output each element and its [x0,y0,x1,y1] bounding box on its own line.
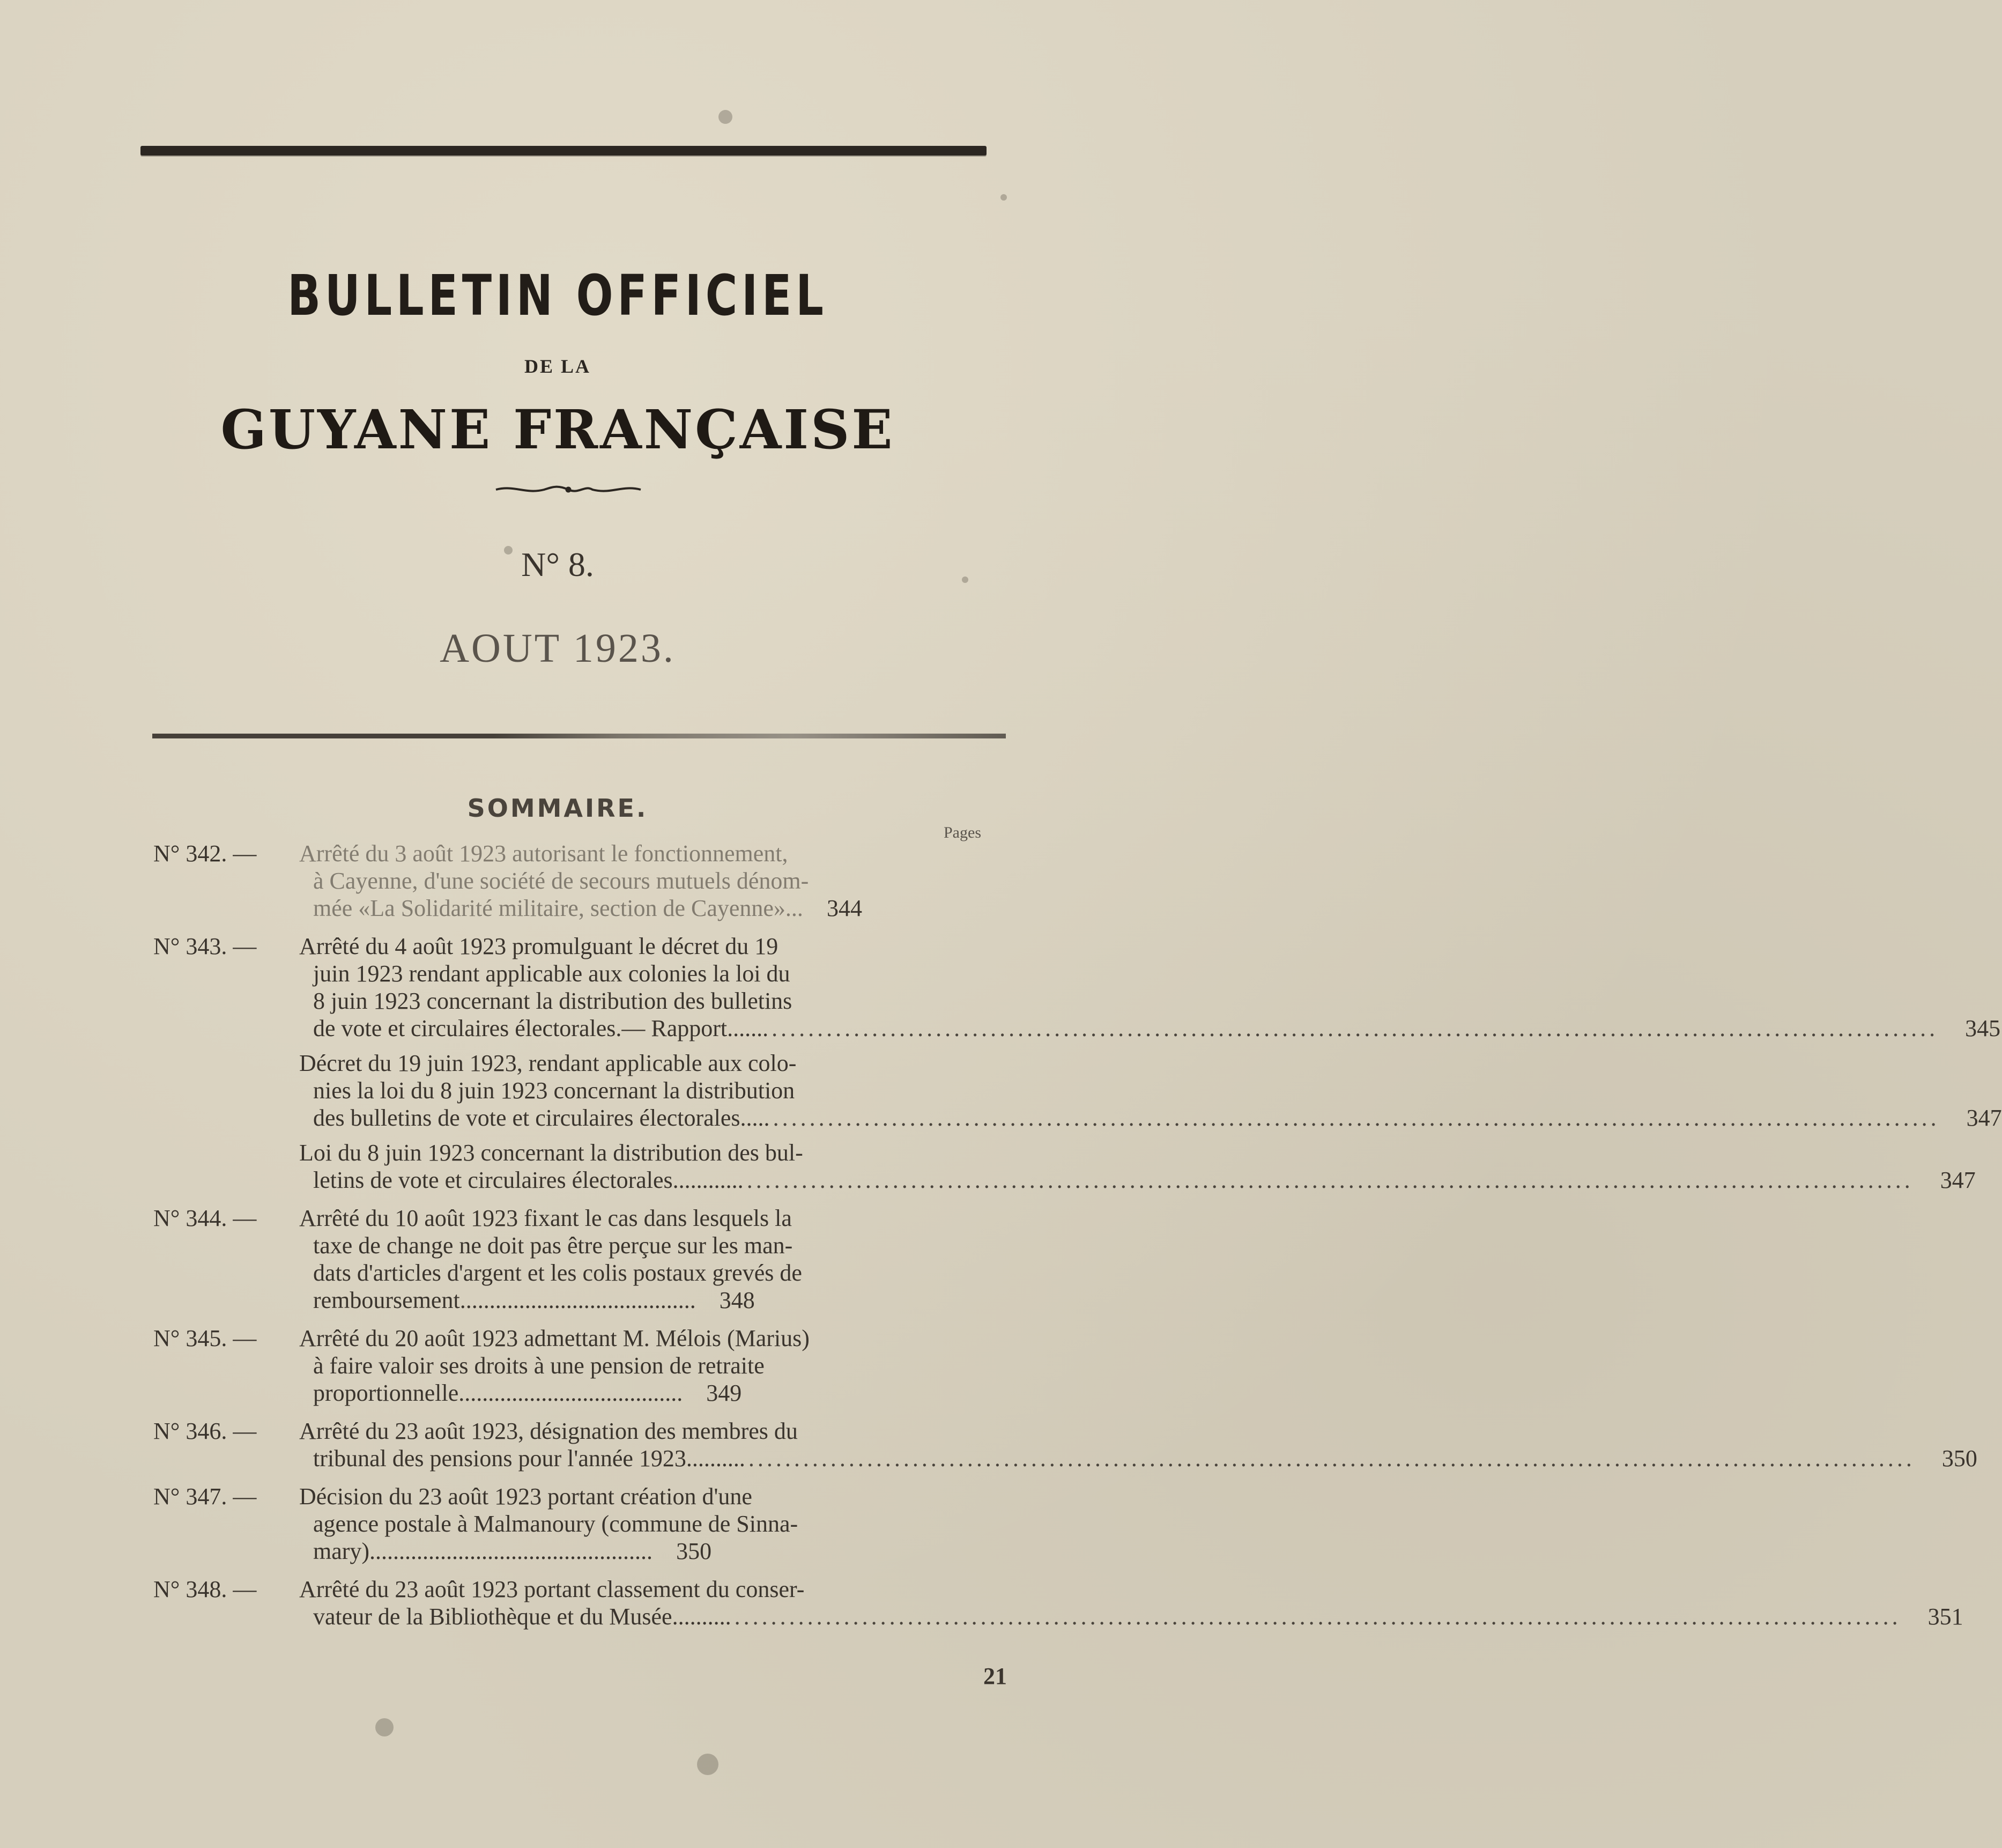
entry-line: proportionnelle...................................... [313,1380,683,1406]
entry-line: 8 juin 1923 concernant la distribution des bulletins [313,988,792,1014]
entry-line: Arrêté du 23 août 1923, désignation des membres du [299,1418,798,1444]
entry-line: dats d'articles d'argent et les colis postaux grevés de [313,1260,802,1286]
entry-page: 347 [1940,1167,1976,1193]
entry-line: taxe de change ne doit pas être perçue sur les man- [313,1232,793,1259]
pages-column-label: Pages [944,824,981,841]
entry-line: Arrêté du 4 août 1923 promulguant le décret du 19 [299,933,778,959]
summary-entry [153,1483,1006,1565]
ornament-flourish-icon [493,482,643,498]
paper-speck [1000,194,1007,201]
entry-line: letins de vote et circulaires électorales............ [313,1167,744,1193]
entry-line: tribunal des pensions pour l'année 1923.......... [313,1445,745,1472]
entry-page: 347 [1966,1105,2002,1131]
entry-line: mée «La Solidarité militaire, section de Cayenne»... [313,895,803,921]
entry-line: Loi du 8 juin 1923 concernant la distribution des bul- [299,1140,803,1166]
entry-line: vateur de la Bibliothèque et du Musée.......... [313,1603,731,1630]
entry-number [153,1139,299,1194]
entry-number: N° 343. — [153,933,257,959]
summary-entry [153,1325,1006,1407]
summary-entry [153,1417,1977,1472]
entry-line: juin 1923 rendant applicable aux colonies la loi du [313,960,790,987]
entry-line: Décret du 19 juin 1923, rendant applicable aux colo- [299,1050,797,1076]
entry-line: à Cayenne, d'une société de secours mutuels dénom- [313,868,809,894]
summary-entry [153,1139,1976,1194]
summary-entry [153,933,2001,1042]
entry-page: 348 [719,1287,755,1313]
summary-entry [153,1576,1963,1630]
entry-line: de vote et circulaires électorales.— Rapport....... [313,1015,769,1041]
entry-page: 345 [1965,1015,2001,1041]
entry-number: N° 347. — [153,1483,257,1510]
entry-number: N° 344. — [153,1205,257,1231]
summary-entry [153,1204,1006,1314]
entry-page: 350 [676,1538,712,1564]
summary-entry [153,840,1006,922]
entry-number: N° 346. — [153,1418,257,1444]
entry-line: Arrêté du 23 août 1923 portant classement du conser- [299,1576,805,1602]
issue-date: AOUT 1923. [440,626,676,671]
entry-line: mary)................................................ [313,1538,653,1564]
entry-line: Décision du 23 août 1923 portant création d'une [299,1483,752,1510]
top-rule [140,146,987,156]
page-number: 21 [983,1663,1007,1689]
entry-line: nies la loi du 8 juin 1923 concernant la distribution [313,1077,795,1104]
bulletin-title: BULLETIN OFFICIEL [287,263,828,328]
entry-line: Arrêté du 20 août 1923 admettant M. Mélois (Marius) [299,1325,810,1351]
entry-page: 349 [706,1380,742,1406]
entry-number: N° 345. — [153,1325,257,1351]
entry-page: 351 [1927,1603,1963,1630]
entry-line: agence postale à Malmanoury (commune de Sinna- [313,1511,798,1537]
entry-line: Arrêté du 3 août 1923 autorisant le fonctionnement, [299,840,788,867]
entry-line: des bulletins de vote et circulaires électorales..... [313,1105,770,1131]
title-connector: DE LA [524,356,591,377]
issue-number: N° 8. [521,545,594,583]
summary-list [153,840,2002,1641]
entry-number [153,1049,299,1132]
summary-entry [153,1049,2002,1132]
entry-line: à faire valoir ses droits à une pension de retraite [313,1352,765,1379]
paper-speck [697,1754,718,1775]
middle-rule [152,734,1006,738]
paper-speck [718,110,732,124]
entry-number: N° 342. — [153,840,257,867]
entry-page: 344 [826,895,862,921]
colony-title: GUYANE FRANÇAISE [220,398,895,461]
entry-number: N° 348. — [153,1576,257,1602]
paper-speck [375,1718,394,1736]
entry-line: remboursement........................................ [313,1287,696,1313]
entry-page: 350 [1941,1445,1977,1472]
summary-heading: SOMMAIRE. [467,794,648,823]
entry-line: Arrêté du 10 août 1923 fixant le cas dans lesquels la [299,1205,792,1231]
